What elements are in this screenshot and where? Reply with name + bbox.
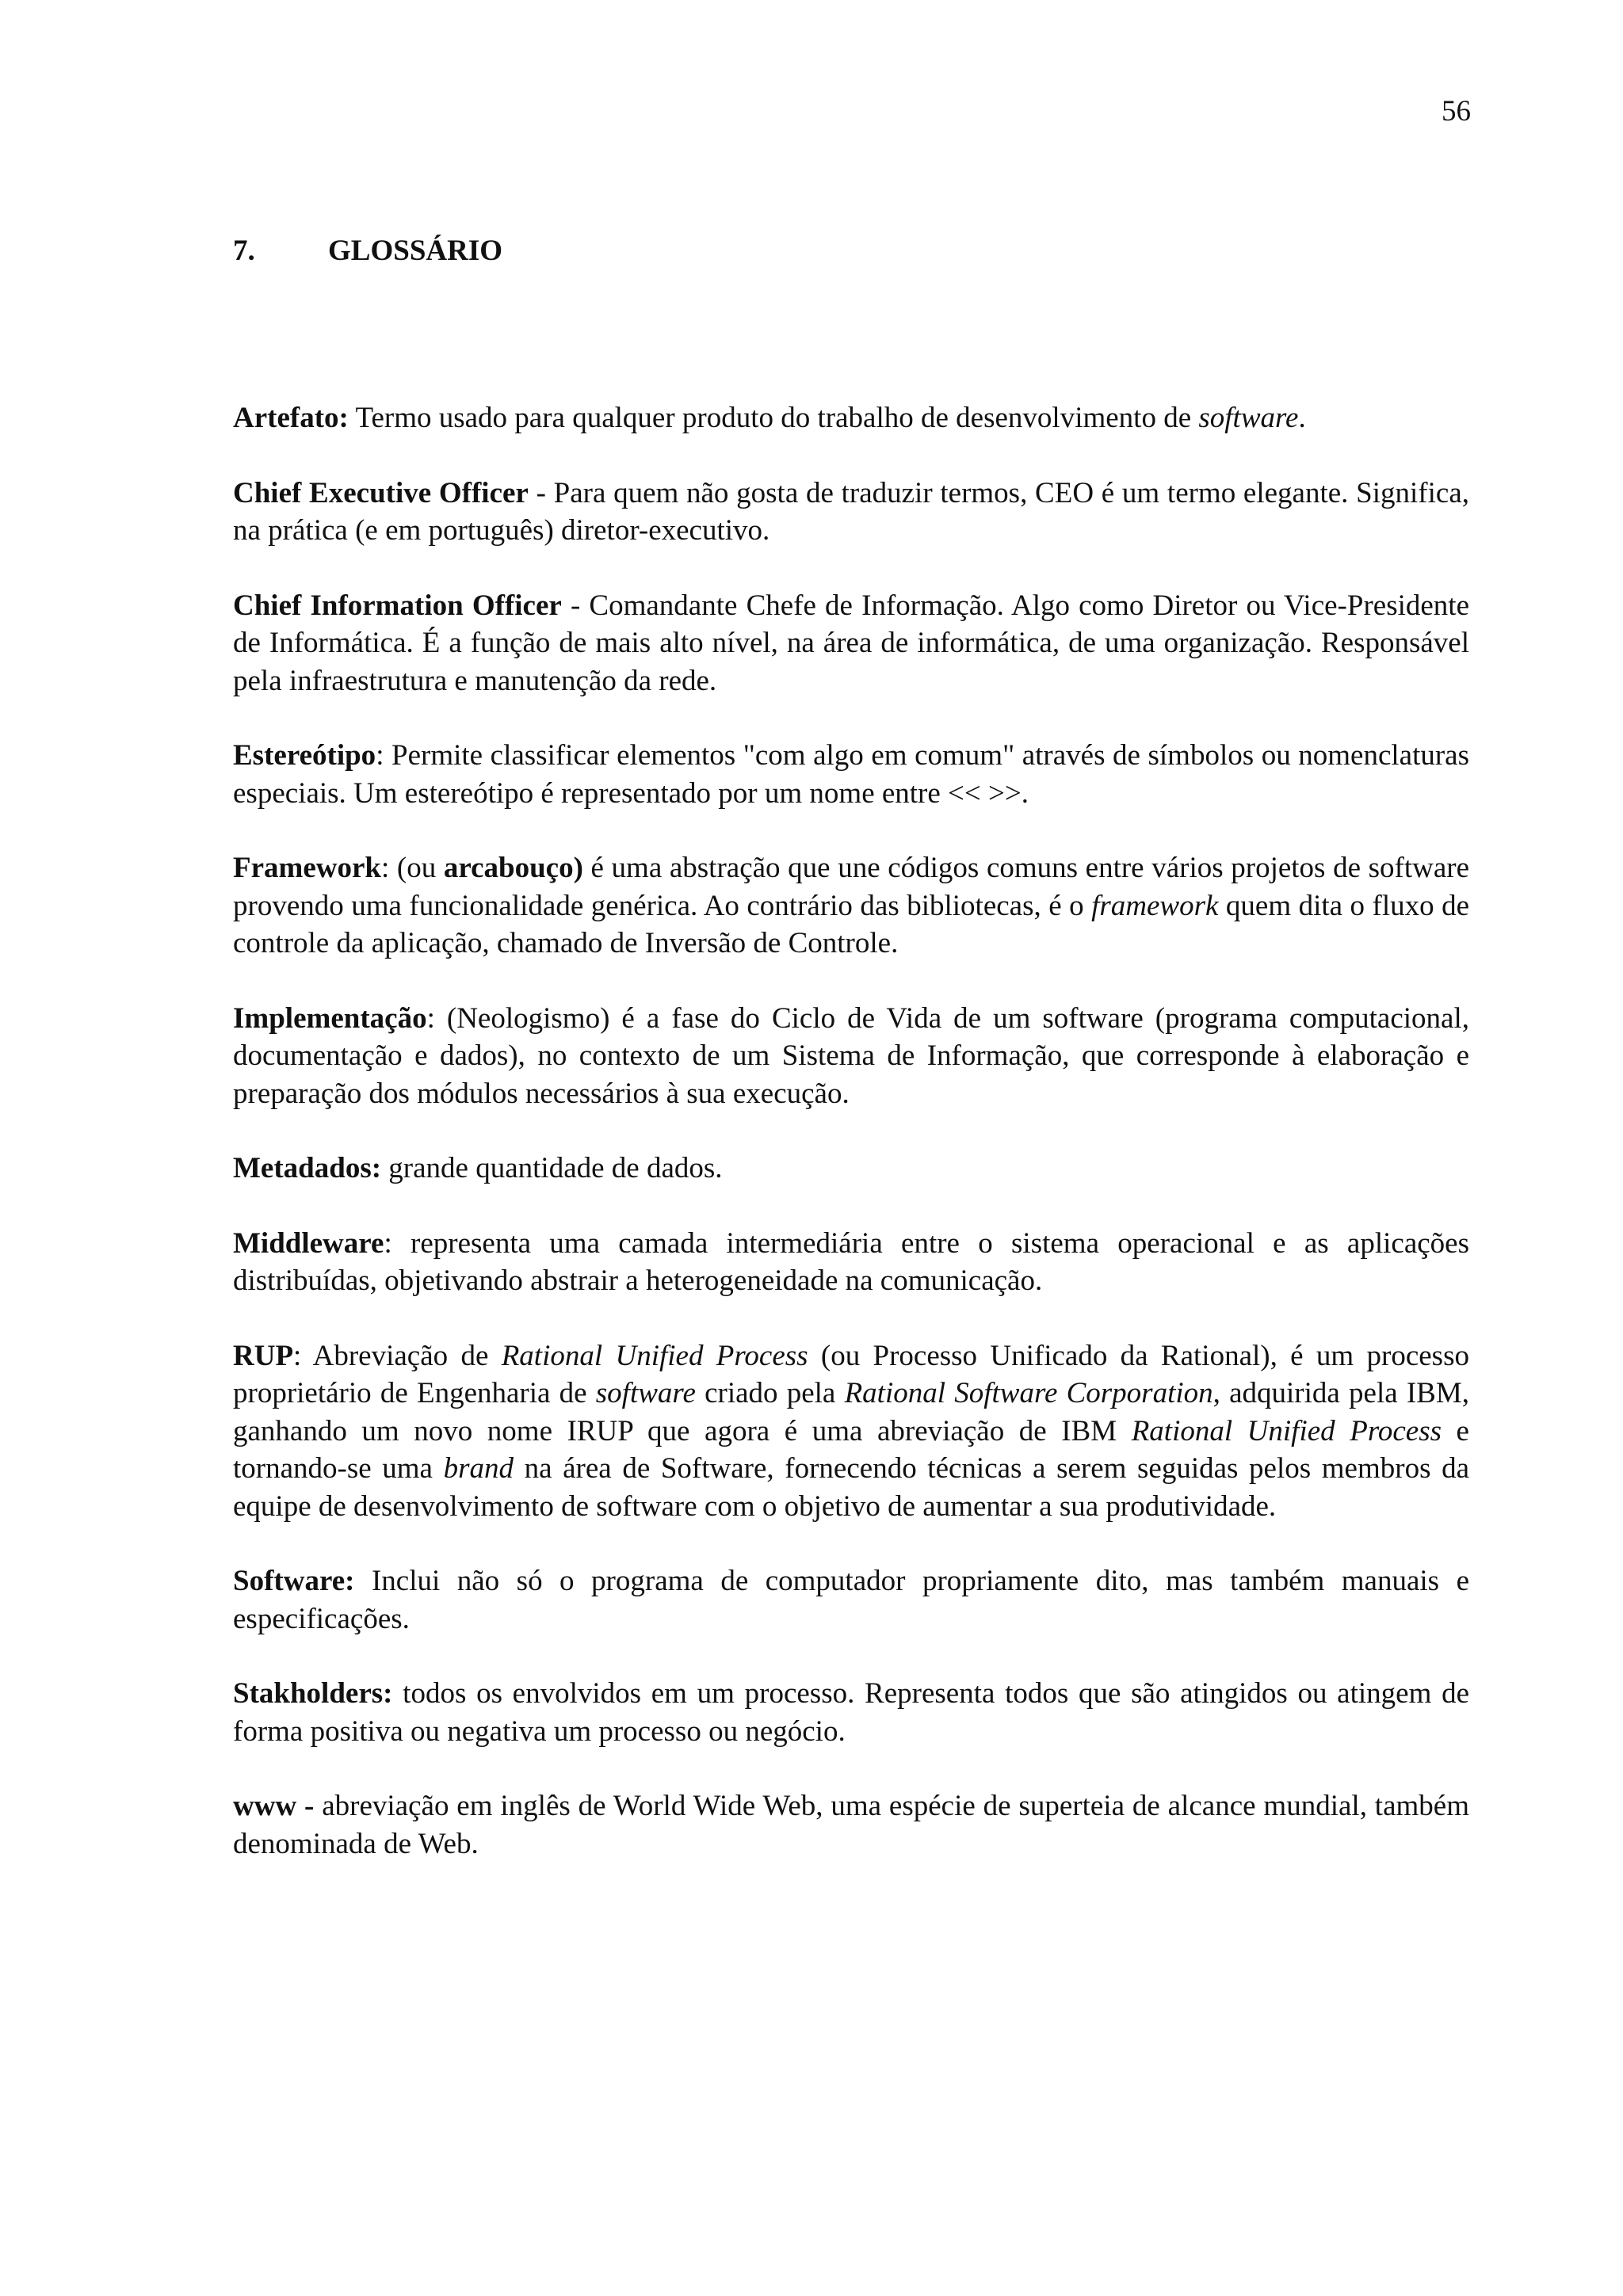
glossary-term: Implementação bbox=[233, 1001, 427, 1035]
glossary-entry bbox=[233, 1000, 1469, 1113]
section-title bbox=[233, 236, 502, 265]
glossary-text: abreviação em inglês de World Wide Web, uma espécie de superteia de alcance mundial, também denominada de Web. bbox=[233, 1790, 1469, 1860]
glossary-entry bbox=[233, 737, 1469, 812]
glossary-term: Stakholders: bbox=[233, 1677, 393, 1710]
glossary-entry bbox=[233, 1225, 1469, 1300]
glossary-text: framework bbox=[1091, 889, 1219, 922]
glossary-entry bbox=[233, 475, 1469, 550]
glossary-text: - Para quem não gosta de traduzir termos, CEO é um termo elegante. Significa, na prática (e em português) diretor-executivo. bbox=[233, 476, 1469, 547]
glossary-entry bbox=[233, 1675, 1469, 1750]
glossary-entry bbox=[233, 1787, 1469, 1863]
glossary-text: grande quantidade de dados. bbox=[381, 1152, 723, 1184]
glossary-text: é uma abstração que une códigos comuns entre vários projetos de software provendo uma funcionalidade genérica. Ao contrário das bibliotecas, é o bbox=[233, 852, 1469, 922]
glossary-text: na área de Software, fornecendo técnicas a serem seguidas pelos membros da equipe de desenvolvimento de software com o objetivo de aumentar a sua produtividade. bbox=[233, 1452, 1469, 1523]
glossary-term: Artefato: bbox=[233, 402, 349, 434]
glossary-text: Rational Software Corporation bbox=[844, 1377, 1213, 1409]
glossary-text: criado pela bbox=[695, 1377, 845, 1409]
glossary-term: Metadados: bbox=[233, 1152, 382, 1184]
glossary-term: RUP bbox=[233, 1339, 294, 1372]
glossary-text: brand bbox=[443, 1452, 514, 1485]
glossary-text: Rational Unified Process bbox=[1131, 1414, 1442, 1447]
glossary-text: : (Neologismo) é a fase do Ciclo de Vida de um software (programa computacional, documentação e dados), no contexto de um Sistema de Informação, que corresponde à elaboração e preparação dos módulos necessários à sua execução. bbox=[233, 1001, 1469, 1110]
glossary-entry bbox=[233, 1337, 1469, 1526]
glossary-term: Framework bbox=[233, 852, 381, 884]
glossary-term: Chief Information Officer bbox=[233, 589, 562, 622]
glossary-term: Chief Executive Officer bbox=[233, 476, 529, 509]
glossary-text: e tornando-se uma bbox=[233, 1414, 1469, 1485]
glossary-text: Termo usado para qualquer produto do trabalho de desenvolvimento de bbox=[348, 402, 1199, 434]
glossary-term: Estereótipo bbox=[233, 739, 376, 772]
glossary-text: software bbox=[1198, 402, 1299, 434]
glossary-text: : (ou bbox=[381, 852, 444, 884]
glossary-term: Middleware bbox=[233, 1226, 384, 1260]
section-number: 7. bbox=[233, 235, 255, 267]
glossary-list bbox=[233, 399, 1469, 1900]
glossary-text: - Comandante Chefe de Informação. Algo como Diretor ou Vice-Presidente de Informática. É a função de mais alto nível, na área de informática, de uma organização. Responsável pela infraestrutura e manutenção da rede. bbox=[233, 589, 1470, 697]
glossary-text: todos os envolvidos em um processo. Representa todos que são atingidos ou atingem de forma positiva ou negativa um processo ou negócio. bbox=[233, 1677, 1469, 1748]
glossary-text: quem dita o fluxo de controle da aplicação, chamado de Inversão de Controle. bbox=[233, 889, 1469, 959]
glossary-text: : Permite classificar elementos "com algo em comum" através de símbolos ou nomenclaturas especiais. Um estereótipo é representado por um nome entre << >>. bbox=[233, 739, 1469, 810]
glossary-text: : representa uma camada intermediária entre o sistema operacional e as aplicações distribuídas, objetivando abstrair a heterogeneidade na comunicação. bbox=[233, 1226, 1469, 1297]
glossary-text: . bbox=[1298, 402, 1306, 434]
page-number: 56 bbox=[1442, 95, 1471, 128]
glossary-text: Rational Unified Process bbox=[501, 1339, 808, 1372]
glossary-entry bbox=[233, 1150, 1469, 1188]
glossary-entry bbox=[233, 399, 1469, 437]
glossary-entry bbox=[233, 587, 1469, 700]
glossary-text: , adquirida pela IBM, ganhando um novo nome IRUP que agora é uma abreviação de IBM bbox=[233, 1377, 1469, 1447]
glossary-text: arcabouço) bbox=[443, 852, 583, 884]
glossary-text: Inclui não só o programa de computador propriamente dito, mas também manuais e especificações. bbox=[233, 1565, 1469, 1635]
glossary-text: software bbox=[595, 1377, 696, 1409]
glossary-entry bbox=[233, 1562, 1469, 1638]
glossary-text: (ou Processo Unificado da Rational), é um processo proprietário de Engenharia de bbox=[233, 1339, 1469, 1409]
glossary-entry bbox=[233, 849, 1469, 963]
glossary-term: Software: bbox=[233, 1565, 355, 1597]
section-title-text: GLOSSÁRIO bbox=[328, 235, 503, 267]
glossary-term: www - bbox=[233, 1790, 315, 1822]
glossary-text: : Abreviação de bbox=[293, 1339, 502, 1372]
